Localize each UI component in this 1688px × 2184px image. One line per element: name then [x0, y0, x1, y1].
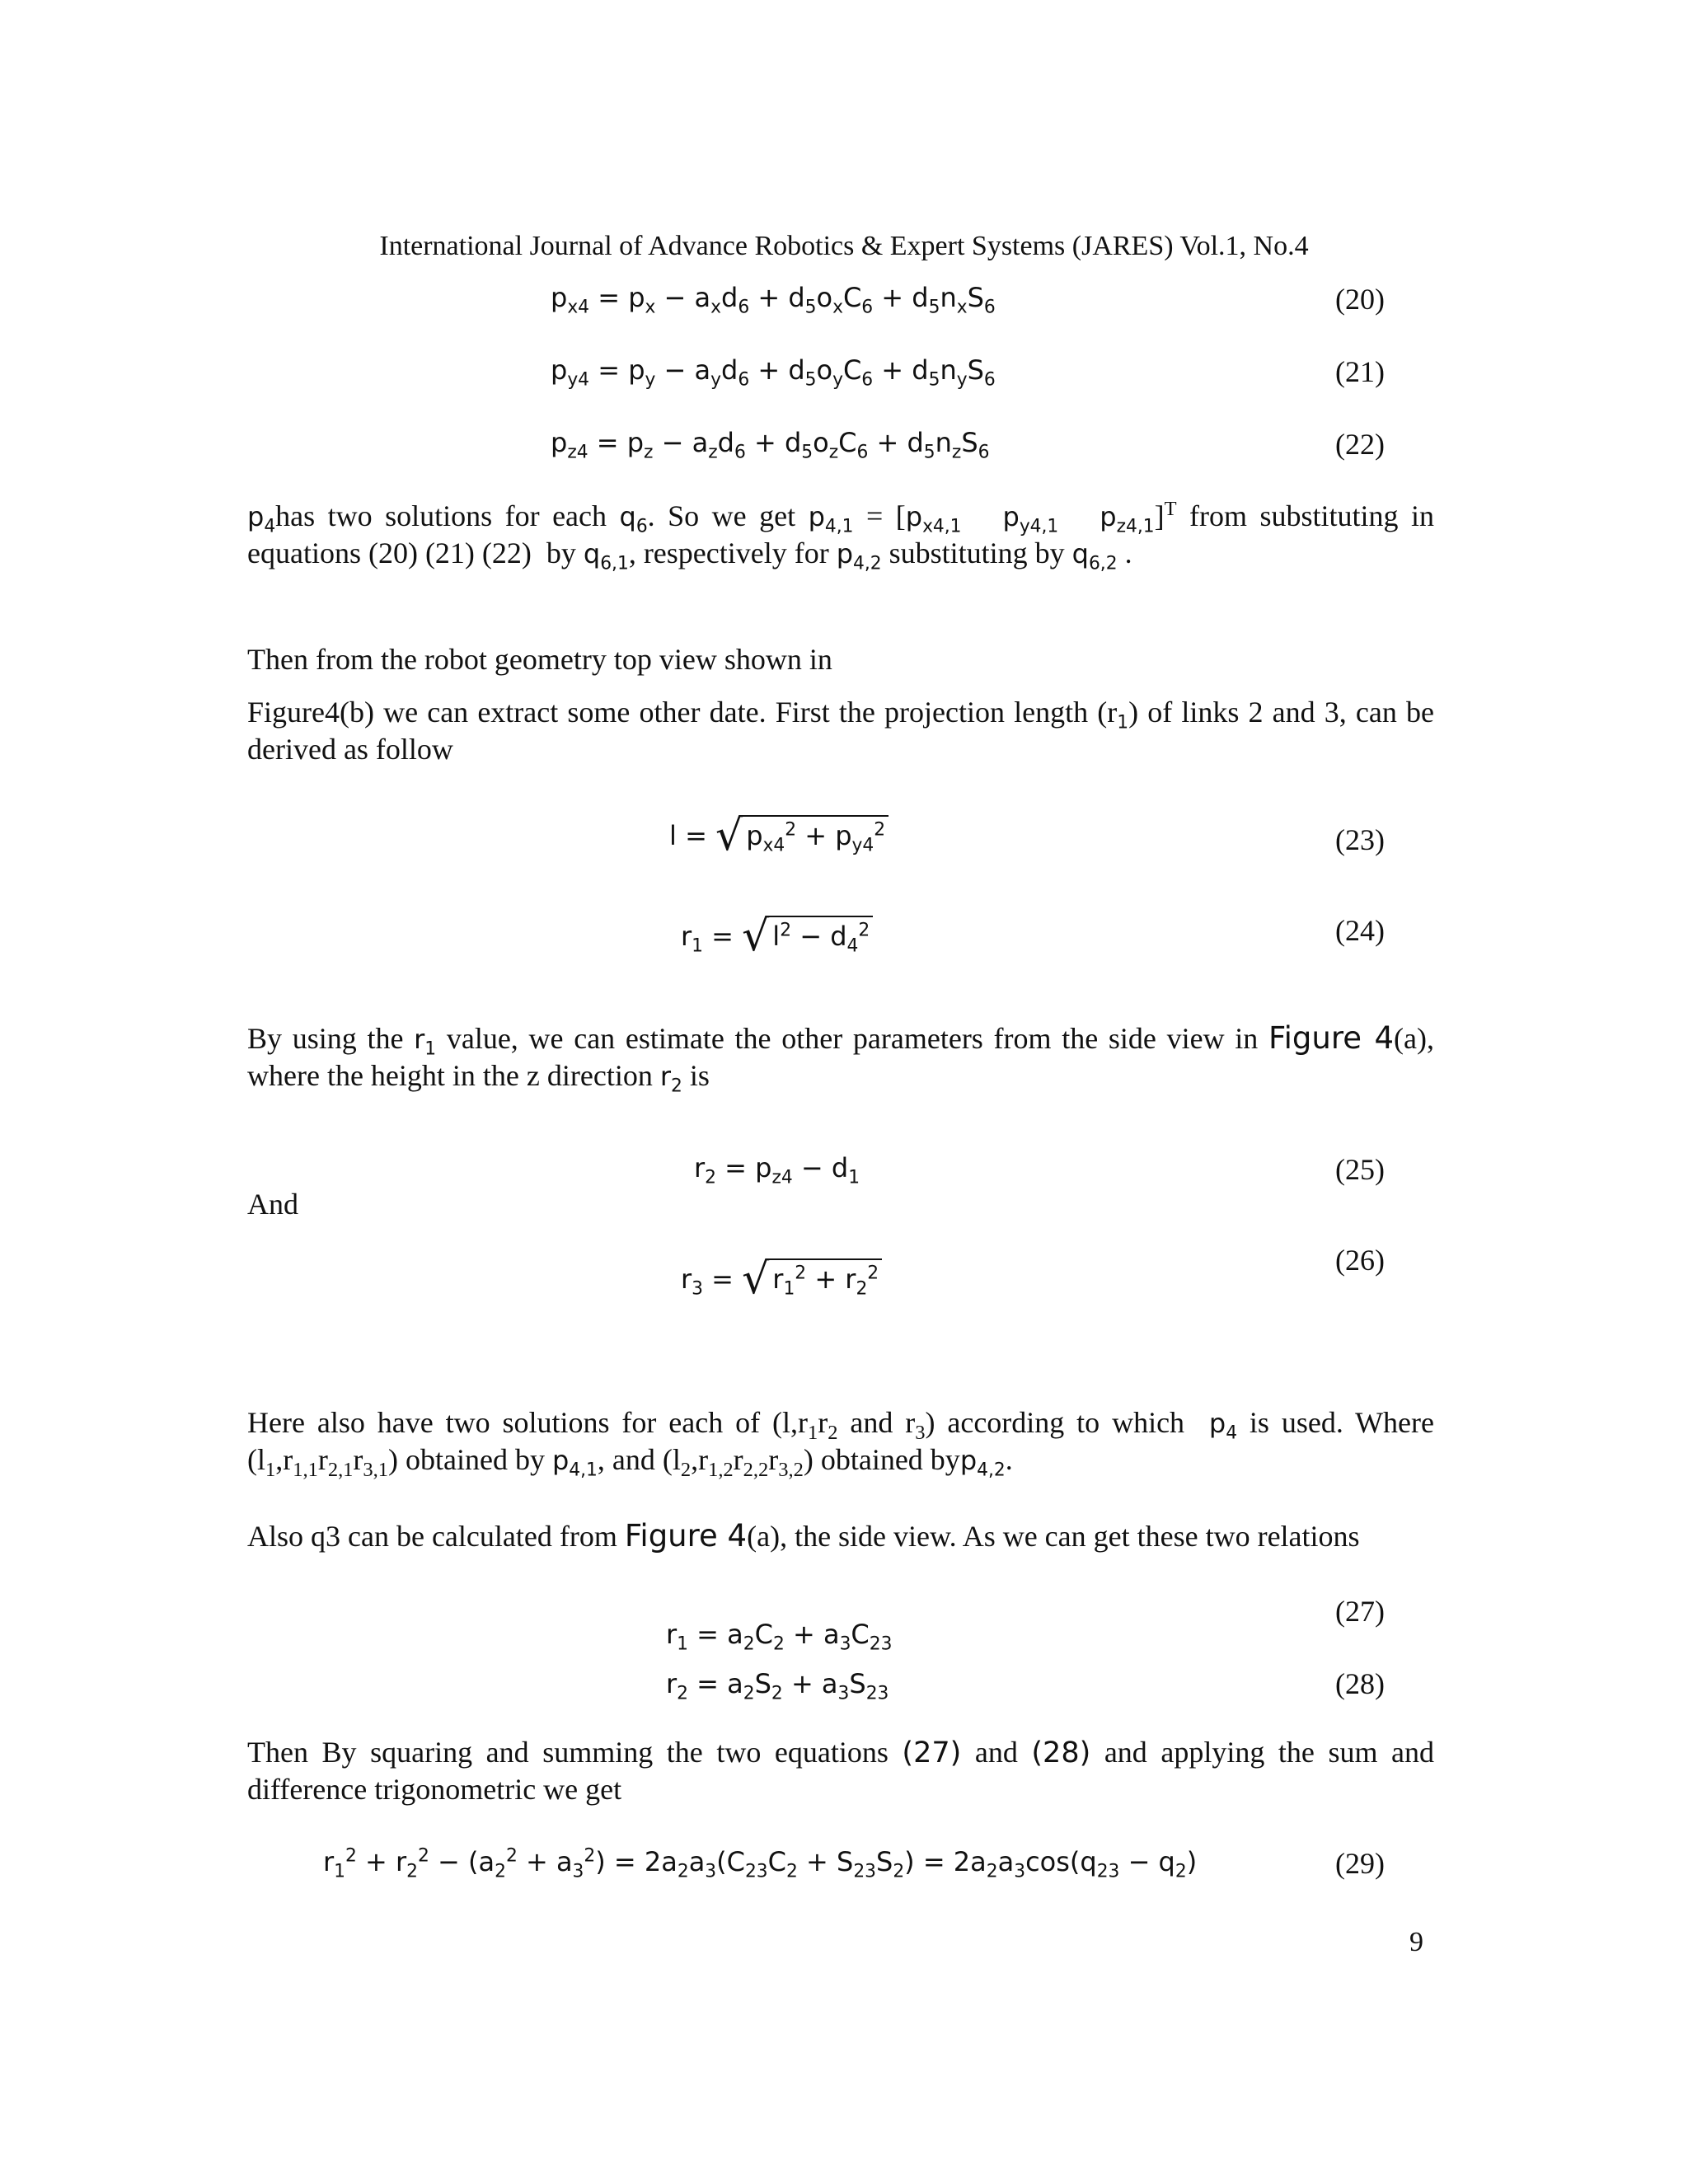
equation-25: $r_2 = p_{z4} - d_1$ [694, 1152, 860, 1188]
equation-28: $r_2 = a_2S_2 + a_3S_{23}$ [666, 1668, 889, 1704]
equation-23: l = √ $p_{x4}^2 + p_{y4}^2$ [669, 814, 889, 857]
equation-number-28: (28) [1335, 1667, 1385, 1700]
paragraph-by-using-r1: By using the $r_1$ value, we can estimate the other parameters from the side view in Figure 4(a), where the height in the z direction $r_2$ is [247, 1020, 1434, 1097]
paragraph-figure4b: Figure4(b) we can extract some other date. First the projection length $(r_1)$ of links 2 and 3, can be derived as follow [247, 696, 1435, 766]
paragraph-top-view: Then from the robot geometry top view shown in [247, 643, 832, 676]
equation-number-21: (21) [1335, 355, 1385, 388]
paragraph-two-solutions: Here also have two solutions for each of ($l,r_1r_2$ and $r_3$) according to which $p_4$ is used. Where $(l_1,r_{1,1}r_{2,1}r_{3,1})$ obtained by $p_{4,1}$, and $(l_2,r_{1,2}r_{2,2}r_{3,2})$ obtained byp$_{4,2}$. [247, 1406, 1435, 1482]
equation-21: $p_{y4} = p_y - a_yd_6 + d_5o_yC_6 + d_5n_yS_6$ [551, 354, 996, 391]
equation-number-23: (23) [1335, 823, 1385, 856]
page-number: 9 [1409, 1927, 1423, 1957]
equation-number-24: (24) [1335, 914, 1385, 947]
equation-number-20: (20) [1335, 283, 1385, 316]
equation-24: $r_1$ = √ $l^2 - d_4^2$ [681, 915, 873, 958]
equation-26: $r_3$ = √ $r_1^2 + r_2^2$ [681, 1258, 882, 1301]
paragraph-p4-solutions: $p_4has$ two solutions for each $q_6$. So we get $p_{4,1} = [p_{x4,1}$ $p_{y4,1}$ $p_{z4,1}]^T$ from substituting in equations (20) (21) (22) by $q_{6,1}$, respectively for $p_{4,2}$ substituting by $q_{6,2}$ . [247, 498, 1434, 574]
equation-number-29: (29) [1335, 1847, 1385, 1880]
equation-27: $r_1 = a_2C_2 + a_3C_{23}$ [666, 1619, 893, 1655]
journal-header: International Journal of Advance Robotics & Expert Systems (JARES) Vol.1, No.4 [379, 231, 1309, 261]
equation-number-22: (22) [1335, 428, 1385, 461]
and-label: And [247, 1188, 298, 1221]
equation-20: $p_{x4} = p_x - a_xd_6 + d_5o_xC_6 + d_5n_xS_6$ [551, 282, 996, 318]
paragraph-q3: Also q3 can be calculated from Figure 4(a), the side view. As we can get these two relations [247, 1518, 1360, 1554]
equation-number-27: (27) [1335, 1595, 1385, 1628]
equation-number-26: (26) [1335, 1244, 1385, 1277]
equation-29: $r_1^2 + r_2^2 - (a_2^2 + a_3^2) = 2a_2a_3(C_{23}C_2 + S_{23}S_2) = 2a_2a_3\cos(q_{23} - q_2)$ [323, 1845, 1198, 1882]
equation-22: $p_{z4} = p_z - a_zd_6 + d_5o_zC_6 + d_5n_zS_6$ [551, 427, 990, 463]
paragraph-squaring: Then By squaring and summing the two equations (27) and (28) and applying the sum and difference trigonometric we get [247, 1736, 1434, 1806]
equation-number-25: (25) [1335, 1153, 1385, 1186]
